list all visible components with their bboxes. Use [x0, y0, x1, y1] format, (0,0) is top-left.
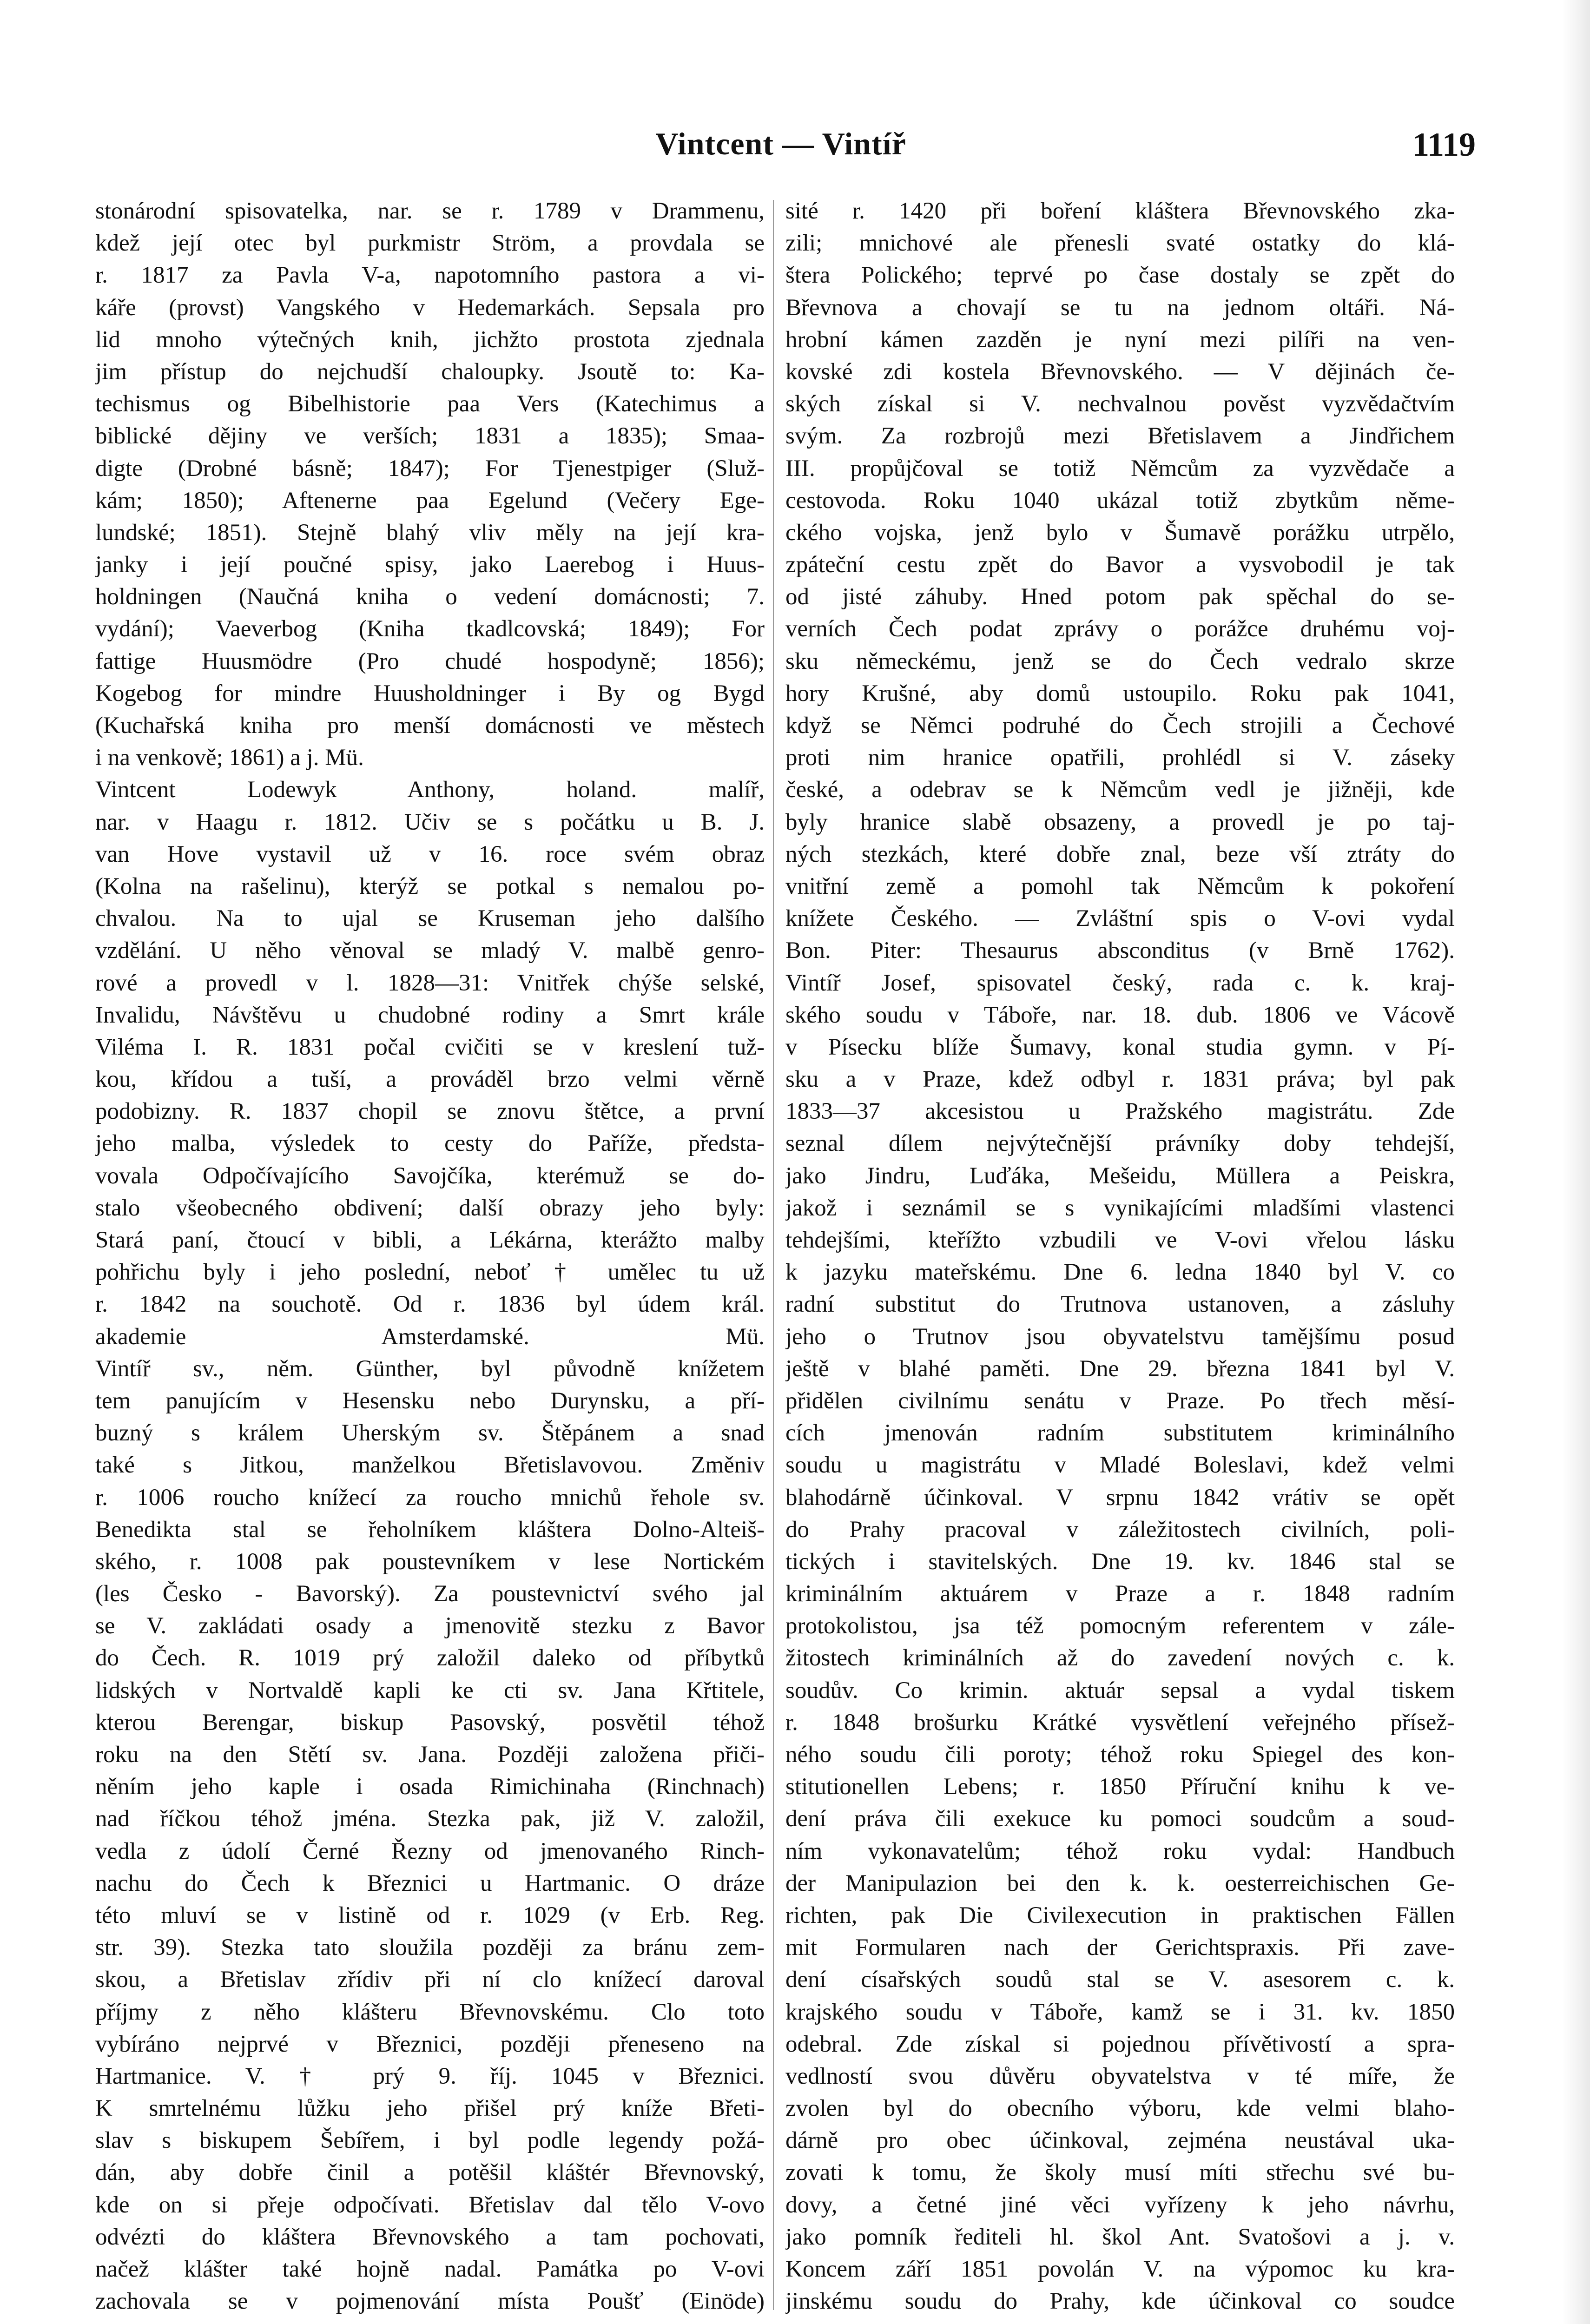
text-line: vedla z údolí Černé Řezny od jmenovaného Rinch-	[95, 1838, 765, 1864]
text-line: jako pomník řediteli hl. škol Ant. Svatošovi a j. v.	[785, 2224, 1455, 2250]
text-line: kriminálním aktuárem v Praze a r. 1848 radním	[785, 1581, 1455, 1607]
left-column	[95, 195, 765, 2315]
text-line: dovy, a četné jiné věci vyřízeny k jeho návrhu,	[785, 2192, 1455, 2218]
text-line: chvalou. Na to ujal se Kruseman jeho dalšího	[95, 905, 765, 932]
text-line: byly hranice slabě obsazeny, a provedl je po taj-	[785, 809, 1455, 835]
page-edge-shadow	[1562, 0, 1590, 2324]
text-line: hory Krušné, aby domů ustoupilo. Roku pak 1041,	[785, 680, 1455, 706]
text-line: fattige Huusmödre (Pro chudé hospodyně; 1856);	[95, 648, 765, 674]
text-line: Koncem září 1851 povolán V. na výpomoc ku kra-	[785, 2256, 1455, 2282]
text-line: r. 1817 za Pavla V-a, napotomního pastora a vi-	[95, 262, 765, 289]
text-line: jakož i seznámil se s vynikajícími mladšími vlastenci	[785, 1195, 1455, 1221]
text-line: ckého vojska, jenž bylo v Šumavě porážku utrpělo,	[785, 519, 1455, 546]
text-line: krajského soudu v Táboře, kamž se i 31. kv. 1850	[785, 1999, 1455, 2025]
text-line: jeho malba, výsledek to cesty do Paříže, předsta-	[95, 1130, 765, 1157]
text-line: odvézti do kláštera Břevnovského a tam pochovati,	[95, 2224, 765, 2250]
text-line: v Písecku blíže Šumavy, konal studia gymn. v Pí-	[785, 1034, 1455, 1060]
text-line: kám; 1850); Aftenerne paa Egelund (Večery Ege-	[95, 487, 765, 514]
text-line: zili; mnichové ale přenesli svaté ostatky do klá-	[785, 230, 1455, 257]
text-line: akademie Amsterdamské. Mü.	[95, 1323, 765, 1350]
text-line: (Kuchařská kniha pro menší domácnosti ve městech	[95, 713, 765, 739]
text-line: Bon. Piter: Thesaurus absconditus (v Brně 1762).	[785, 938, 1455, 964]
text-line: dení císařských soudů stal se V. asesorem c. k.	[785, 1967, 1455, 1993]
text-line: ských získal si V. nechvalnou pověst vyzvědačtvím	[785, 391, 1455, 417]
text-line: vydání); Vaeverbog (Kniha tkadlcovská; 1849); For	[95, 616, 765, 642]
text-line: ním vykonavatelům; téhož roku vydal: Handbuch	[785, 1838, 1455, 1864]
text-line: r. 1848 brošurku Krátké vysvětlení veřejného přísež-	[785, 1709, 1455, 1736]
text-line: Invalidu, Návštěvu u chudobné rodiny a Smrt krále	[95, 1002, 765, 1028]
text-line: přidělen civilnímu senátu v Praze. Po třech měsí-	[785, 1387, 1455, 1414]
text-line: do Čech. R. 1019 prý založil daleko od příbytků	[95, 1645, 765, 1671]
text-line: richten, pak Die Civilexecution in praktischen Fällen	[785, 1902, 1455, 1928]
text-line: III. propůjčoval se totiž Němcům za vyzvědače a	[785, 455, 1455, 482]
text-line: ještě v blahé paměti. Dne 29. března 1841 byl V.	[785, 1355, 1455, 1382]
text-line: vzdělání. U něho věnoval se mladý V. malbě genro-	[95, 938, 765, 964]
text-line: lundské; 1851). Stejně blahý vliv měly na její kra-	[95, 519, 765, 546]
text-line: ného soudu čili poroty; téhož roku Spiegel des kon-	[785, 1742, 1455, 1768]
page-number: 1119	[1412, 126, 1476, 163]
text-line: žitostech kriminálních až do zavedení nových c. k.	[785, 1645, 1455, 1671]
text-line: dárně pro obec účinkoval, zejména neustával uka-	[785, 2127, 1455, 2154]
text-line: Vintíř Josef, spisovatel český, rada c. k. kraj-	[785, 970, 1455, 996]
text-line: sku německému, jenž se do Čech vedralo skrze	[785, 648, 1455, 674]
text-line: kde on si přeje odpočívati. Břetislav dal tělo V-ovo	[95, 2192, 765, 2218]
text-line: cích jmenován radním substitutem kriminálního	[785, 1420, 1455, 1446]
text-line: odebral. Zde získal si pojednou přívětivostí a spra-	[785, 2031, 1455, 2057]
text-line: stalo všeobecného obdivení; další obrazy jeho byly:	[95, 1195, 765, 1221]
right-column	[785, 195, 1455, 2315]
text-line: jinskému soudu do Prahy, kde účinkoval co soudce	[785, 2288, 1455, 2315]
text-line: Vintíř sv., něm. Günther, byl původně knížetem	[95, 1355, 765, 1382]
text-line: skou, a Břetislav zřídiv při ní clo knížecí daroval	[95, 1967, 765, 1993]
text-line: vybíráno nejprvé v Březnici, později přeneseno na	[95, 2031, 765, 2057]
text-line: nar. v Haagu r. 1812. Učiv se s počátku u B. J.	[95, 809, 765, 835]
text-line: něním jeho kaple i osada Rimichinaha (Rinchnach)	[95, 1774, 765, 1800]
text-line: k jazyku mateřskému. Dne 6. ledna 1840 byl V. co	[785, 1259, 1455, 1286]
text-line: dení práva čili exekuce ku pomoci soudcům a soud-	[785, 1806, 1455, 1832]
text-line: podobizny. R. 1837 chopil se znovu štětce, a první	[95, 1098, 765, 1125]
text-line: zvolen byl do obecního výboru, kde velmi blaho-	[785, 2095, 1455, 2122]
text-line: jim přístup do nejchudší chaloupky. Jsoutě to: Ka-	[95, 358, 765, 385]
text-line: seznal dílem nejvýtečnější právníky doby tehdejší,	[785, 1130, 1455, 1157]
text-line: pohřichu byly i jeho poslední, neboť † umělec tu už	[95, 1259, 765, 1286]
page-header	[86, 125, 1476, 177]
text-line: r. 1006 roucho knížecí za roucho mnichů řehole sv.	[95, 1484, 765, 1511]
text-line: techismus og Bibelhistorie paa Vers (Katechimus a	[95, 391, 765, 417]
text-line: této mluví se v listině od r. 1029 (v Erb. Reg.	[95, 1902, 765, 1928]
text-line: van Hove vystavil už v 16. roce svém obraz	[95, 841, 765, 867]
text-line: i na venkově; 1861) a j. Mü.	[95, 745, 364, 771]
text-line: jeho o Trutnov jsou obyvatelstvu tamějšímu posud	[785, 1323, 1455, 1350]
text-line: Kogebog for mindre Huusholdninger i By og Bygd	[95, 680, 765, 706]
text-line: Viléma I. R. 1831 počal cvičiti se v kreslení tuž-	[95, 1034, 765, 1060]
text-line: jako Jindru, Luďáka, Mešeidu, Müllera a Peiskra,	[785, 1162, 1455, 1189]
text-line: digte (Drobné básně; 1847); For Tjenestpiger (Služ-	[95, 455, 765, 482]
text-line: Břevnova a chovají se tu na jednom oltáři. Ná-	[785, 294, 1455, 321]
text-line: štera Polického; teprvé po čase dostaly se zpět do	[785, 262, 1455, 289]
text-line: tických i stavitelských. Dne 19. kv. 1846 stal se	[785, 1548, 1455, 1575]
text-line: janky i její poučné spisy, jako Laerebog i Huus-	[95, 552, 765, 578]
text-line: roku na den Stětí sv. Jana. Později založena přiči-	[95, 1742, 765, 1768]
text-line: do Prahy pracoval v záležitostech civilních, poli-	[785, 1516, 1455, 1543]
text-line: se V. zakládati osady a jmenovitě stezku z Bavor	[95, 1613, 765, 1639]
text-line: také s Jitkou, manželkou Břetislavovou. Změniv	[95, 1452, 765, 1479]
text-line: ského, r. 1008 pak poustevníkem v lese Nortickém	[95, 1548, 765, 1575]
text-line: kdež její otec byl purkmistr Ström, a provdala se	[95, 230, 765, 257]
text-line: tehdejšími, kteřížto vzbudili ve V-ovi vřelou lásku	[785, 1227, 1455, 1253]
text-line: r. 1842 na souchotě. Od r. 1836 byl údem král.	[95, 1291, 765, 1318]
text-line: sku a v Praze, kdež odbyl r. 1831 práva; byl pak	[785, 1066, 1455, 1093]
text-line: ných stezkách, které dobře znal, beze vší ztráty do	[785, 841, 1455, 867]
text-line: načež klášter také hojně nadal. Památka po V-ovi	[95, 2256, 765, 2282]
text-line: káře (provst) Vangského v Hedemarkách. Sepsala pro	[95, 294, 765, 321]
text-line: kovské zdi kostela Břevnovského. — V dějinách če-	[785, 358, 1455, 385]
text-line: stonárodní spisovatelka, nar. se r. 1789 v Drammenu,	[95, 198, 765, 224]
text-line: svým. Za rozbrojů mezi Břetislavem a Jindřichem	[785, 423, 1455, 449]
text-line: lidských v Nortvaldě kapli ke cti sv. Jana Křtitele,	[95, 1677, 765, 1703]
text-line: 1833—37 akcesistou u Pražského magistrátu. Zde	[785, 1098, 1455, 1125]
text-line: blahodárně účinkoval. V srpnu 1842 vrátiv se opět	[785, 1484, 1455, 1511]
text-line: od jisté záhuby. Hned potom pak spěchal do se-	[785, 584, 1455, 610]
text-line: české, a odebrav se k Němcům vedl je jižněji, kde	[785, 777, 1455, 803]
text-line: nad říčkou téhož jména. Stezka pak, již V. založil,	[95, 1806, 765, 1832]
text-line: knížete Českého. — Zvláštní spis o V-ovi vydal	[785, 905, 1455, 932]
text-line: Benedikta stal se řeholníkem kláštera Dolno-Alteiš-	[95, 1516, 765, 1543]
text-line: radní substitut do Trutnova ustanoven, a zásluhy	[785, 1291, 1455, 1318]
text-line: verních Čech podat zprávy o porážce druhému voj-	[785, 616, 1455, 642]
text-line: vnitřní země a pomohl tak Němcům k pokoření	[785, 873, 1455, 899]
text-line: mit Formularen nach der Gerichtspraxis. Při zave-	[785, 1934, 1455, 1961]
text-line: biblické dějiny ve verších; 1831 a 1835); Smaa-	[95, 423, 765, 449]
text-line: lid mnoho výtečných knih, jichžto prostota zjednala	[95, 326, 765, 353]
text-line: cestovoda. Roku 1040 ukázal totiž zbytkům němе-	[785, 487, 1455, 514]
text-line: zovati k tomu, že školy musí míti střechu své bu-	[785, 2159, 1455, 2186]
text-line: zachovala se v pojmenování místa Poušť (Einöde)	[95, 2288, 765, 2315]
text-line: Hartmanice. V. † prý 9. říj. 1045 v Březnici.	[95, 2063, 765, 2089]
text-line: rové a provedl v l. 1828—31: Vnitřek chýše selské,	[95, 970, 765, 996]
text-line: str. 39). Stezka tato sloužila později za bránu zem-	[95, 1934, 765, 1961]
text-line: stitutionellen Lebens; r. 1850 Příruční knihu k ve-	[785, 1774, 1455, 1800]
column-divider	[773, 200, 774, 2310]
text-line: slav s biskupem Šebířem, i byl podle legendy požá-	[95, 2127, 765, 2154]
text-line: vedlností svou důvěru obyvatelstva v té míře, že	[785, 2063, 1455, 2089]
text-line: der Manipulazion bei den k. k. oesterreichischen Ge-	[785, 1870, 1455, 1896]
text-line: tem panujícím v Hesensku nebo Durynsku, a pří-	[95, 1387, 765, 1414]
text-line: (les Česko - Bavorský). Za poustevnictví svého jal	[95, 1581, 765, 1607]
text-line: K smrtelnému lůžku jeho přišel prý kníže Břeti-	[95, 2095, 765, 2122]
text-line: soudův. Co krimin. aktuár sepsal a vydal tiskem	[785, 1677, 1455, 1703]
text-line: soudu u magistrátu v Mladé Boleslavi, kdež velmi	[785, 1452, 1455, 1479]
text-line: dán, aby dobře činil a potěšil kláštér Břevnovský,	[95, 2159, 765, 2186]
text-line: vovala Odpočívajícího Savojčíka, kterémuž se do-	[95, 1162, 765, 1189]
text-line: (Kolna na rašelinu), kterýž se potkal s nemalou po-	[95, 873, 765, 899]
text-line: hrobní kámen zazděn je nyní mezi pilíři na ven-	[785, 326, 1455, 353]
text-line: buzný s králem Uherským sv. Štěpánem a snad	[95, 1420, 765, 1446]
text-line: Stará paní, čtoucí v bibli, a Lékárna, kterážto malby	[95, 1227, 765, 1253]
text-line: nachu do Čech k Březnici u Hartmanic. O dráze	[95, 1870, 765, 1896]
text-line: holdningen (Naučná kniha o vedení domácnosti; 7.	[95, 584, 765, 610]
text-line: když se Němci podruhé do Čech strojili a Čechové	[785, 713, 1455, 739]
text-line: protokolistou, jsa též pomocným referentem v zále-	[785, 1613, 1455, 1639]
text-line: ského soudu v Táboře, nar. 18. dub. 1806 ve Vácově	[785, 1002, 1455, 1028]
text-line: proti nim hranice opatřili, prohlédl si V. zásеky	[785, 745, 1455, 771]
text-line: kou, křídou a tuší, a prováděl brzo velmi věrně	[95, 1066, 765, 1093]
text-line: zpáteční cestu zpět do Bavor a vysvobodil je tak	[785, 552, 1455, 578]
text-line: Vintcent Lodewyk Anthony, holand. malíř,	[95, 777, 765, 803]
text-line: příjmy z něho klášteru Břevnovskému. Clo toto	[95, 1999, 765, 2025]
text-line: kterou Berengar, biskup Pasovský, posvětil téhož	[95, 1709, 765, 1736]
running-head: Vintcent — Vintíř	[655, 126, 906, 161]
text-line: sité r. 1420 při boření kláštera Břevnovského zka-	[785, 198, 1455, 224]
